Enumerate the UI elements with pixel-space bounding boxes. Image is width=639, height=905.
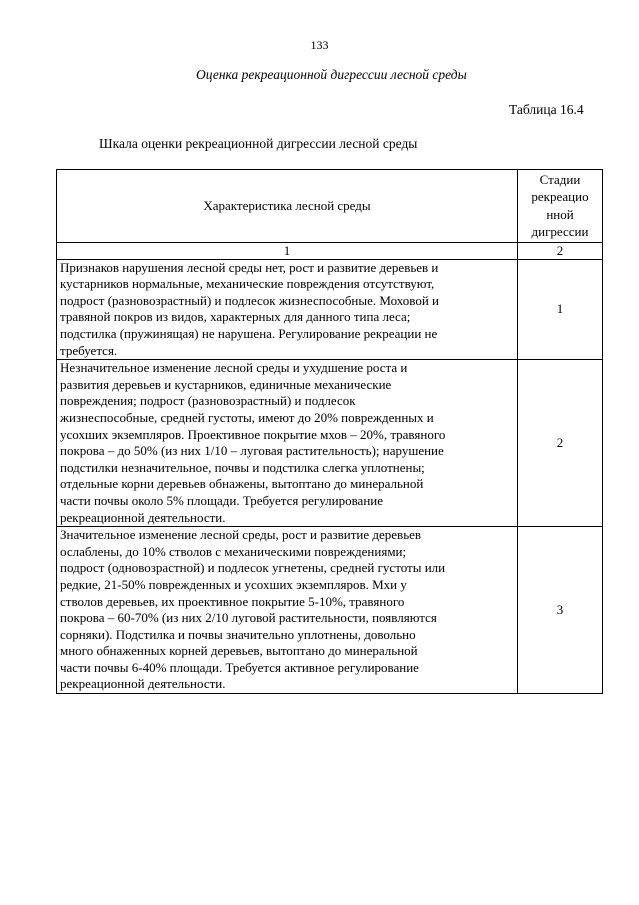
table-caption: Шкала оценки рекреационной дигрессии лесной среды <box>99 136 418 151</box>
description-line: части почвы около 5% площади. Требуется регулирование <box>60 492 384 508</box>
header-characteristic: Характеристика лесной среды <box>57 170 518 243</box>
description-line: подрост (одновозрастной) и подлесок угнетены, средней густоты или <box>60 560 446 576</box>
description-line: редкие, 21-50% поврежденных и усохших экземпляров. Мхи у <box>60 576 407 592</box>
description-line: кустарников нормальные, механические повреждения отсутствуют, <box>60 276 435 292</box>
header-stage <box>518 170 603 243</box>
description-line: ослаблены, до 10% стволов с механическими повреждениями; <box>60 543 407 559</box>
table-row <box>57 259 603 360</box>
description-line: травяной покров из видов, характерных для данного типа леса; <box>60 309 411 325</box>
header-stage-line: дигрессии <box>531 224 589 240</box>
description-line: усохших экземпляров. Проективное покрытие мхов – 20%, травяного <box>60 426 446 442</box>
description-line: подстилки незначительное, почвы и подстилка слегка уплотнены; <box>60 459 425 475</box>
description-line: Признаков нарушения лесной среды нет, рост и развитие деревьев и <box>60 259 439 275</box>
table-row <box>57 360 603 527</box>
description-line: подрост (разновозрастный) и подлесок жизнеспособные. Моховой и <box>60 292 440 308</box>
description-line: части почвы 6-40% площади. Требуется активное регулирование <box>60 659 419 675</box>
description-line: много обнаженных корней деревьев, вытоптано до минеральной <box>60 643 418 659</box>
digression-scale-table <box>56 169 603 694</box>
description-line: рекреационной деятельности. <box>60 676 226 692</box>
description-line: требуется. <box>60 342 118 358</box>
row-stage: 3 <box>518 527 603 694</box>
description-line: развития деревьев и кустарников, единичные механические <box>60 376 392 392</box>
table-number: Таблица 16.4 <box>509 102 584 117</box>
row-description <box>57 360 518 527</box>
description-line: покрова – 60-70% (из них 2/10 луговой растительности, появляются <box>60 610 437 626</box>
table-header-row <box>57 170 603 243</box>
description-line: стволов деревьев, их проективное покрытие 5-10%, травяного <box>60 593 405 609</box>
column-number-row <box>57 242 603 259</box>
description-line: Незначительное изменение лесной среды и ухудшение роста и <box>60 360 408 376</box>
page-number: 133 <box>310 38 329 52</box>
table-row <box>57 527 603 694</box>
description-line: рекреационной деятельности. <box>60 509 226 525</box>
column-number: 2 <box>518 242 603 259</box>
running-header: Оценка рекреационной дигрессии лесной среды <box>196 67 467 82</box>
row-stage: 1 <box>518 259 603 360</box>
description-line: покрова – до 50% (из них 1/10 – луговая растительность); нарушение <box>60 443 444 459</box>
header-stage-line: Стадии <box>539 172 581 187</box>
description-line: Значительное изменение лесной среды, рост и развитие деревьев <box>60 527 422 543</box>
row-description <box>57 259 518 360</box>
column-number: 1 <box>57 242 518 259</box>
description-line: сорняки). Подстилка и почвы значительно уплотнены, довольно <box>60 626 416 642</box>
row-stage: 2 <box>518 360 603 527</box>
description-line: жизнеспособные, средней густоты, имеют до 20% поврежденных и <box>60 409 434 425</box>
row-description <box>57 527 518 694</box>
header-stage-line: рекреацио <box>531 189 589 205</box>
header-stage-line: нной <box>546 206 574 222</box>
description-line: повреждения; подрост (разновозрастный) и подлесок <box>60 393 356 409</box>
description-line: отдельные корни деревьев обнажены, вытоптано до минеральной <box>60 476 424 492</box>
description-line: подстилка (пружинящая) не нарушена. Регулирование рекреации не <box>60 326 438 341</box>
